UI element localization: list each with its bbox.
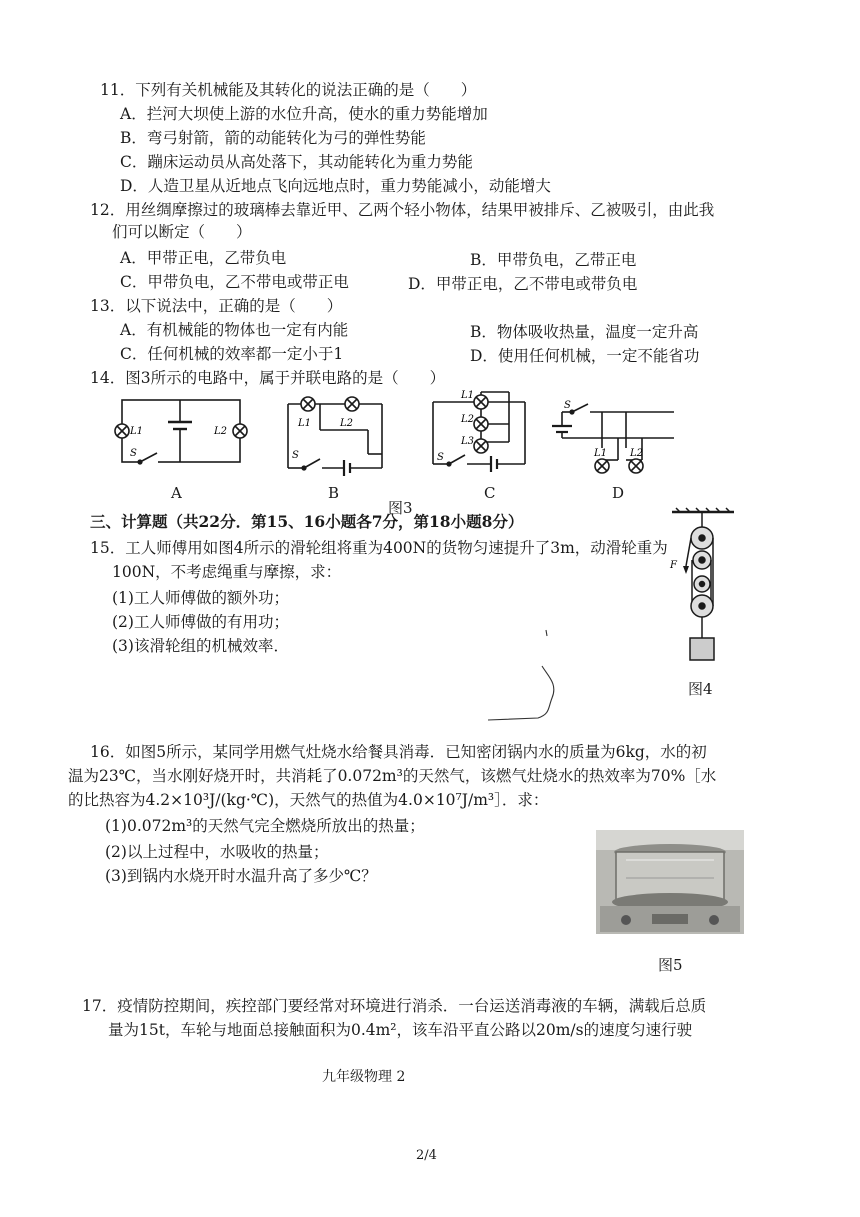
section-3-heading: 三、计算题（共22分．第15、16小题各7分，第18小题8分） [90,512,524,531]
q11-stem: 11．下列有关机械能及其转化的说法正确的是（ ） [100,81,477,99]
label-l2: L2 [630,448,644,459]
q16-part-2: (2)以上过程中，水吸收的热量； [105,843,329,861]
q16-part-3: (3)到锅内水烧开时水温升高了多少℃？ [105,867,377,885]
q15-line2: 100N，不考虑绳重与摩擦，求： [112,563,342,581]
pot-photo [596,830,744,934]
circuit-c [425,384,535,476]
q16-part-1: (1)0.072m³的天然气完全燃烧所放出的热量； [105,817,425,835]
q13-option-a: A．有机械能的物体也一定有内能 [120,321,349,339]
stray-pen-mark [480,626,570,730]
label-s: S [564,400,571,411]
figure-5-caption: 图5 [658,956,683,974]
q15-part-1: (1)工人师傅做的额外功； [112,589,289,607]
q15-line1: 15．工人师傅用如图4所示的滑轮组将重为400N的货物匀速提升了3m，动滑轮重为 [90,539,668,557]
q15-part-2: (2)工人师傅做的有用功； [112,613,289,631]
q13-option-d: D．使用任何机械，一定不能省功 [470,347,700,365]
q12-option-a: A．甲带正电，乙带负电 [120,249,287,267]
circuit-a-label: A [171,484,182,502]
label-l1: L1 [594,448,608,459]
figure-4-caption: 图4 [688,680,713,698]
pulley-figure [662,506,742,666]
q17-line1: 17．疫情防控期间，疾控部门要经常对环境进行消杀．一台运送消毒液的车辆，满载后总质 [82,997,707,1015]
q14-stem: 14．图3所示的电路中，属于并联电路的是（ ） [90,369,446,387]
q16-line2: 温为23℃，当水刚好烧开时，共消耗了0.072m³的天然气，该燃气灶烧水的热效率为70%［水 [68,767,717,785]
label-l1: L1 [298,418,312,429]
q15-part-3: (3)该滑轮组的机械效率． [112,637,289,655]
q13-option-c: C．任何机械的效率都一定小于1 [120,345,344,363]
label-l2: L2 [340,418,354,429]
q12-option-c: C．甲带负电，乙不带电或带正电 [120,273,349,291]
circuit-c-label: C [484,484,496,502]
q11-option-b: B．弯弓射箭，箭的动能转化为弓的弹性势能 [120,129,426,147]
circuit-d-label: D [612,484,625,502]
q17-line2: 量为15t，车轮与地面总接触面积为0.4m²，该车沿平直公路以20m/s的速度匀速行驶 [108,1021,693,1039]
q11-option-c: C．蹦床运动员从高处落下，其动能转化为重力势能 [120,153,473,171]
q16-line3: 的比热容为4.2×10³J/(kg·℃)，天然气的热值为4.0×10⁷J/m³］．求： [68,791,549,809]
label-l1: L1 [130,426,144,437]
circuit-b [282,396,387,480]
q12-option-d: D．甲带正电，乙不带电或带负电 [408,275,638,293]
label-l2: L2 [214,426,228,437]
circuit-a [100,392,250,474]
q12-option-b: B．甲带负电，乙带正电 [470,251,637,269]
q13-stem: 13．以下说法中，正确的是（ ） [90,297,343,315]
label-l3: L3 [461,436,475,447]
q12-stem-line1: 12．用丝绸摩擦过的玻璃棒去靠近甲、乙两个轻小物体，结果甲被排斥、乙被吸引，由此我 [90,201,715,219]
figure-3-caption: 图3 [388,499,413,517]
label-l1: L1 [461,390,475,401]
footer-subject: 九年级物理 2 [322,1069,406,1085]
q11-option-d: D．人造卫星从近地点飞向远地点时，重力势能减小，动能增大 [120,177,551,195]
q11-option-a: A．拦河大坝使上游的水位升高，使水的重力势能增加 [120,105,488,123]
q12-stem-line2: 们可以断定（ ） [112,223,252,241]
label-l2: L2 [461,414,475,425]
q13-option-b: B．物体吸收热量，温度一定升高 [470,323,699,341]
circuit-b-label: B [328,484,340,502]
label-s: S [292,450,299,461]
force-label: F [670,560,677,571]
label-s: S [437,452,444,463]
label-s: S [130,448,137,459]
q16-line1: 16．如图5所示，某同学用燃气灶烧水给餐具消毒．已知密闭锅内水的质量为6kg，水的初 [90,743,707,761]
page-number: 2/4 [416,1148,437,1163]
circuit-d [548,398,678,480]
